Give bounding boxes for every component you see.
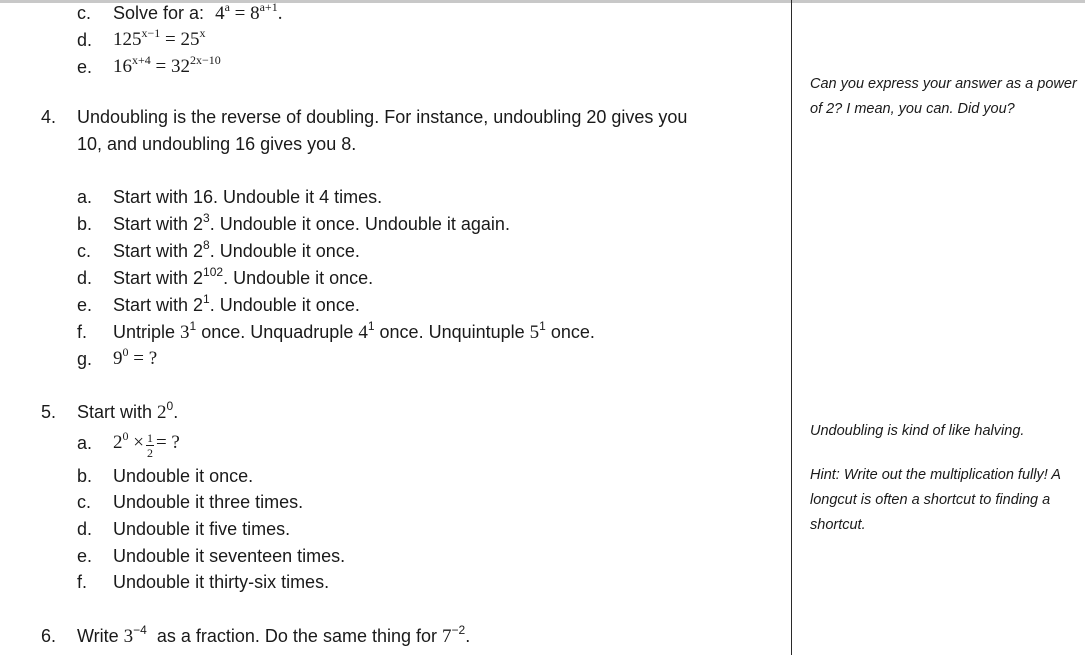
item-exponent: 0 (122, 429, 129, 443)
problem-6-text (77, 625, 470, 648)
fraction (146, 432, 154, 459)
problem-4-line2: 10, and undoubling 16 gives you 8. (77, 134, 357, 154)
item-base: 2 (113, 432, 123, 453)
eq-end: . (277, 3, 283, 24)
eq-exponent: a+1 (259, 0, 278, 14)
item-text: Write (77, 626, 124, 646)
item-base: 5 (529, 322, 540, 343)
item-text: as a fraction. Do the same thing for (146, 626, 443, 646)
item-text: Start with (77, 402, 158, 422)
problem-4c (113, 240, 360, 262)
eq-sign: = (165, 29, 176, 50)
item-text: . (173, 402, 179, 422)
item-base: 4 (358, 322, 368, 343)
item-text: . Undouble it once. Undouble it again. (209, 214, 510, 234)
problem-5a-label: a. (77, 433, 93, 453)
problem-3e-equation (113, 53, 221, 78)
sidebar-note-halving: Undoubling is kind of like halving. (810, 423, 1025, 439)
eq-base: 25 (180, 29, 200, 50)
problem-3e-label: e. (77, 57, 93, 77)
item-exponent: 1 (203, 292, 210, 306)
item-text: once. Unquintuple (374, 322, 530, 342)
problem-4c-label: c. (77, 241, 92, 261)
problem-5b-label: b. (77, 466, 93, 486)
eq-base: 125 (113, 29, 142, 50)
fraction-numerator: 1 (146, 431, 153, 445)
problem-4g (113, 345, 158, 370)
problem-3c-text: Solve for a: (113, 3, 205, 23)
problem-4e (113, 294, 360, 316)
problem-3c-label: c. (77, 3, 92, 23)
problem-5a (113, 429, 180, 460)
problem-5c-label: c. (77, 492, 92, 512)
item-exponent: −2 (451, 623, 466, 637)
item-exponent: 102 (203, 265, 224, 279)
problem-5d-text: Undouble it five times. (113, 519, 291, 539)
item-exponent: 1 (539, 319, 546, 333)
item-text: . Undouble it once. (209, 295, 360, 315)
item-text: . Undouble it once. (223, 268, 374, 288)
sidebar-note-hint: Hint: Write out the multiplication fully! A longcut is often a shortcut to finding a shortcut. (810, 467, 1061, 533)
problem-5f-label: f. (77, 572, 88, 592)
item-text: . Undouble it once. (209, 241, 360, 261)
item-text: . (465, 626, 471, 646)
problem-4d-label: d. (77, 268, 93, 288)
item-text: once. Unquadruple (196, 322, 359, 342)
problem-4a-text: Start with 16. Undouble it 4 times. (113, 187, 383, 207)
item-text: Start with 2 (113, 214, 204, 234)
problem-4d (113, 267, 373, 289)
problem-6-number: 6. (41, 626, 57, 646)
problem-5e-label: e. (77, 546, 93, 566)
eq-exponent: x+4 (132, 53, 151, 67)
times-sign: × (128, 432, 144, 453)
problem-4g-label: g. (77, 349, 93, 369)
item-base: 9 (113, 348, 123, 369)
item-text: Untriple (113, 322, 181, 342)
problem-4f-label: f. (77, 322, 88, 342)
item-text: Start with 2 (113, 268, 204, 288)
item-exponent: 3 (203, 211, 210, 225)
problem-4b-label: b. (77, 214, 93, 234)
item-base: 2 (157, 402, 167, 423)
item-exponent: 1 (367, 319, 375, 333)
item-exponent: 1 (189, 319, 197, 333)
eq-base: 8 (250, 3, 260, 24)
problem-4a-label: a. (77, 187, 93, 207)
eq-base: 4 (215, 3, 225, 24)
item-text: once. (545, 322, 595, 342)
item-exponent: −4 (133, 623, 147, 637)
item-exponent: 8 (203, 238, 210, 252)
eq-sign: = (234, 3, 246, 24)
item-text: = ? (155, 432, 180, 453)
item-base: 7 (442, 626, 452, 647)
problem-5d-label: d. (77, 519, 93, 539)
item-text: = ? (128, 348, 158, 369)
eq-exponent: x−1 (141, 26, 161, 40)
column-divider (791, 0, 792, 655)
problem-5e-text: Undouble it seventeen times. (113, 546, 346, 566)
problem-3c (113, 2, 282, 25)
item-text: Start with 2 (113, 295, 204, 315)
problem-5-number: 5. (41, 402, 57, 422)
problem-4-line1: Undoubling is the reverse of doubling. For instance, undoubling 20 gives you (77, 107, 688, 127)
problem-4-number: 4. (41, 107, 57, 127)
item-exponent: 0 (122, 345, 129, 359)
problem-3d-label: d. (77, 30, 93, 50)
item-text: Start with 2 (113, 241, 204, 261)
problem-5f-text: Undouble it thirty-six times. (113, 572, 330, 592)
eq-exponent: x (199, 26, 206, 40)
eq-base: 16 (113, 56, 132, 77)
problem-5-text (77, 401, 178, 424)
item-exponent: 0 (166, 399, 174, 413)
item-base: 3 (180, 322, 190, 343)
sidebar-note-power-of-2: Can you express your answer as a power of 2? I mean, you can. Did you? (810, 76, 1077, 117)
problem-3d-equation (113, 26, 206, 51)
item-base: 3 (123, 626, 134, 647)
problem-5b-text: Undouble it once. (113, 466, 254, 486)
eq-base: 32 (171, 56, 190, 77)
problem-5c-text: Undouble it three times. (113, 492, 304, 512)
fraction-denominator: 2 (146, 446, 153, 460)
eq-exponent: a (224, 0, 230, 14)
problem-4e-label: e. (77, 295, 93, 315)
eq-exponent: 2x−10 (190, 53, 221, 67)
problem-4b (113, 213, 510, 235)
problem-4f (113, 321, 595, 344)
eq-sign: = (155, 56, 167, 77)
